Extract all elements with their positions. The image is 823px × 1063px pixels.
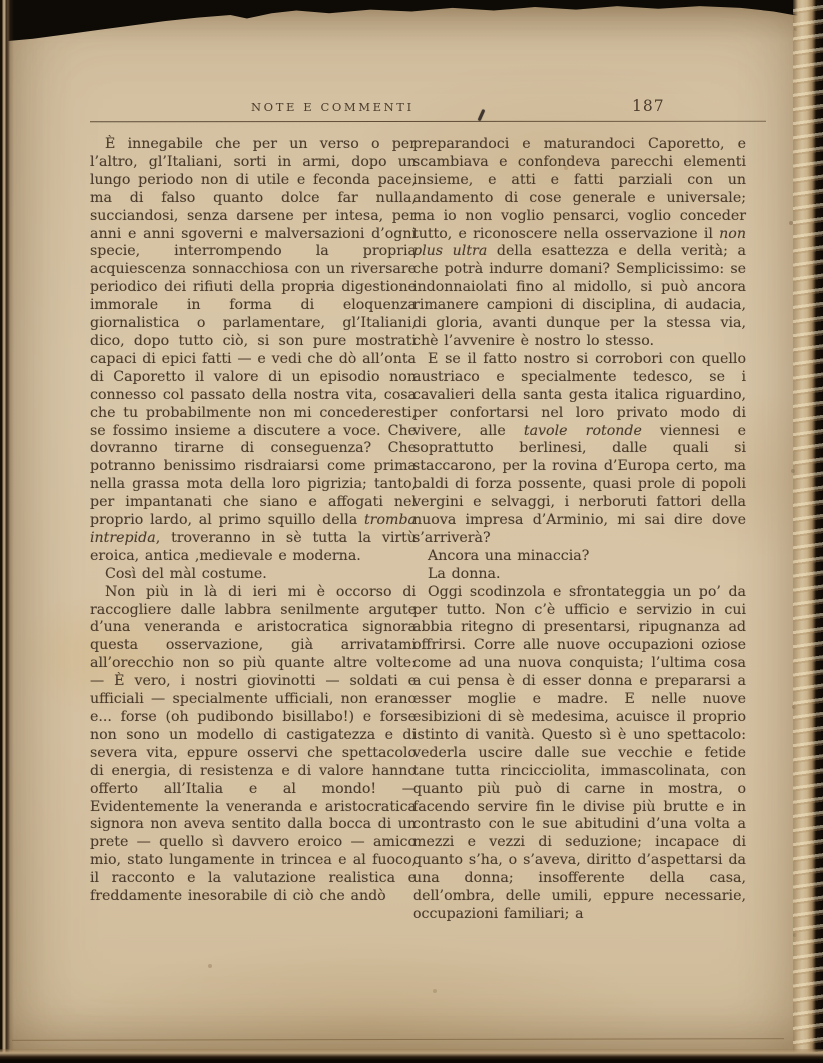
text-run: preparandoci e maturandoci Caporetto, e scambiava e confondeva parecchi elementi insieme, e atti e fatti parziali con un andamento di cose generale e universale; ma io non voglio pensarci, voglio conceder tutto, e riconoscere nella osservazione il <box>413 136 746 242</box>
paragraph <box>413 548 746 566</box>
gutter-left-edge <box>0 0 14 1063</box>
text-run: Così del màl costume. <box>105 565 267 582</box>
paragraph <box>413 351 746 548</box>
paragraph <box>413 566 746 584</box>
deckle-right-edge <box>793 0 823 1063</box>
text-run: È innegabile che per un verso o per l’altro, gl’Italiani, sorti in armi, dopo un lungo periodo non di utile e feconda pace, ma di falso quanto dolce far nulla, succiandosi, senza darsene per intesa, per anni e anni sgoverni e malversazioni d’ogni specie, interrompendo la propria acquiescenza sonnacchiosa con un riversare periodico dei rifiuti della propria digestione immorale in forma di eloquenza giornalistica o parlamentare, gl’Italiani, dico, dopo tutto ciò, si son pure mostrati capaci di epici fatti — e vedi che dò all’onta di Caporetto il valore di un episodio non connesso col passato della nostra vita, cosa che tu probabilmente non mi concederesti, se fossimo insieme a discutere a voce. Che dovranno tirarne di conseguenza? Che potranno benissimo risdraiarsi come prima nella grassa mota della loro pigrizia; tanto, per impantanati che siano e affogati nel proprio lardo, al primo squillo della <box>90 136 416 529</box>
bottom-edge <box>0 1049 823 1063</box>
text-run: E se il fatto nostro si corrobori con quello austriaco e specialmente tedesco, se i cavalieri della santa gesta italica riguardino, per confortarsi nel loro privato modo di vivere, alle <box>413 350 746 439</box>
text-run: viennesi e soprattutto berlinesi, dalle quali si staccarono, per la rovina d’Europa certo, ma baldi di forza possente, quasi prole di popoli vergini e selvaggi, i nerboruti fattori della nuova impresa d’Arminio, mi sai dire dove s’arriverà? <box>413 422 746 546</box>
text-column-left <box>90 136 416 906</box>
text-run: La donna. <box>428 565 501 582</box>
paragraph <box>90 136 416 566</box>
paper-sheet <box>4 0 818 1058</box>
text-run: Ancora una minaccia? <box>428 547 590 564</box>
paragraph <box>90 584 416 906</box>
paragraph <box>90 566 416 584</box>
text-run: della esattezza e della verità; a che potrà indurre domani? Semplicissimo: se indonnaiolati fino al midollo, si può ancora rimanere campioni di disciplina, di audacia, di gloria, avanti dunque per la stessa via, chè l’avvenire è nostro lo stesso. <box>413 243 746 349</box>
running-header-title: NOTE E COMMENTI <box>251 100 414 114</box>
pen-mark <box>478 109 485 121</box>
text-run: Oggi scodinzola e sfrontateggia un po’ da per tutto. Non c’è ufficio e servizio in cui abbia ritegno di presentarsi, ripugnanza ad offrirsi. Corre alle nuove occupazioni oziose come ad una nuova conquista; l’ultima cosa a cui pensa è di esser donna e prepararsi a esser moglie e madre. E nelle nuove esibizioni di sè medesima, acuisce il proprio istinto di vanità. Questo sì è uno spettacolo: vederla uscire dalle sue vecchie e fetide tane tutta rincicciolita, immascolinata, con quanto più può di carne in mostra, o facendo servire fin le divise più brutte e in contrasto con le sue abitudini d’una volta a mezzi e vezzi di seduzione; incapace di quanto s’ha, o s’aveva, diritto d’aspettarsi da una donna; insofferente della casa, dell’ombra, delle umili, eppure necessarie, occupazioni familiari; a <box>413 583 746 922</box>
paragraph <box>413 136 746 351</box>
italic-phrase: tavole rotonde <box>523 422 642 439</box>
page-number: 187 <box>632 97 665 115</box>
bottom-crease-line <box>12 1038 784 1043</box>
text-column-right <box>413 136 746 924</box>
text-run: , troveranno in sè tutta la virtù eroica, antica ,medievale e moderna. <box>90 529 416 564</box>
text-run: Non più in là di ieri mi è occorso di raccogliere dalle labbra senilmente argute d’una veneranda e aristocratica signora questa osservazione, già arrivatami all’orecchio non so più quante altre volte: — È vero, i nostri giovinotti — soldati e ufficiali — specialmente ufficiali, non erano e... forse (oh pudibondo bisillabo!) e forse non sono un modello di castigatezza e di severa vita, eppure osservi che spettacolo di energia, di resistenza e di valore hanno offerto all’Italia e al mondo! — Evidentemente la veneranda e aristocratica signora non aveva sentito dalla bocca di un prete — quello sì davvero eroico — amico mio, stato lungamente in trincea e al fuoco, il racconto e la valutazione realistica e freddamente inesorabile di ciò che andò <box>90 583 416 905</box>
italic-phrase: tromba intrepida <box>90 512 416 546</box>
italic-phrase: non plus ultra <box>413 225 746 260</box>
paragraph <box>413 584 746 924</box>
header-rule <box>90 121 766 123</box>
